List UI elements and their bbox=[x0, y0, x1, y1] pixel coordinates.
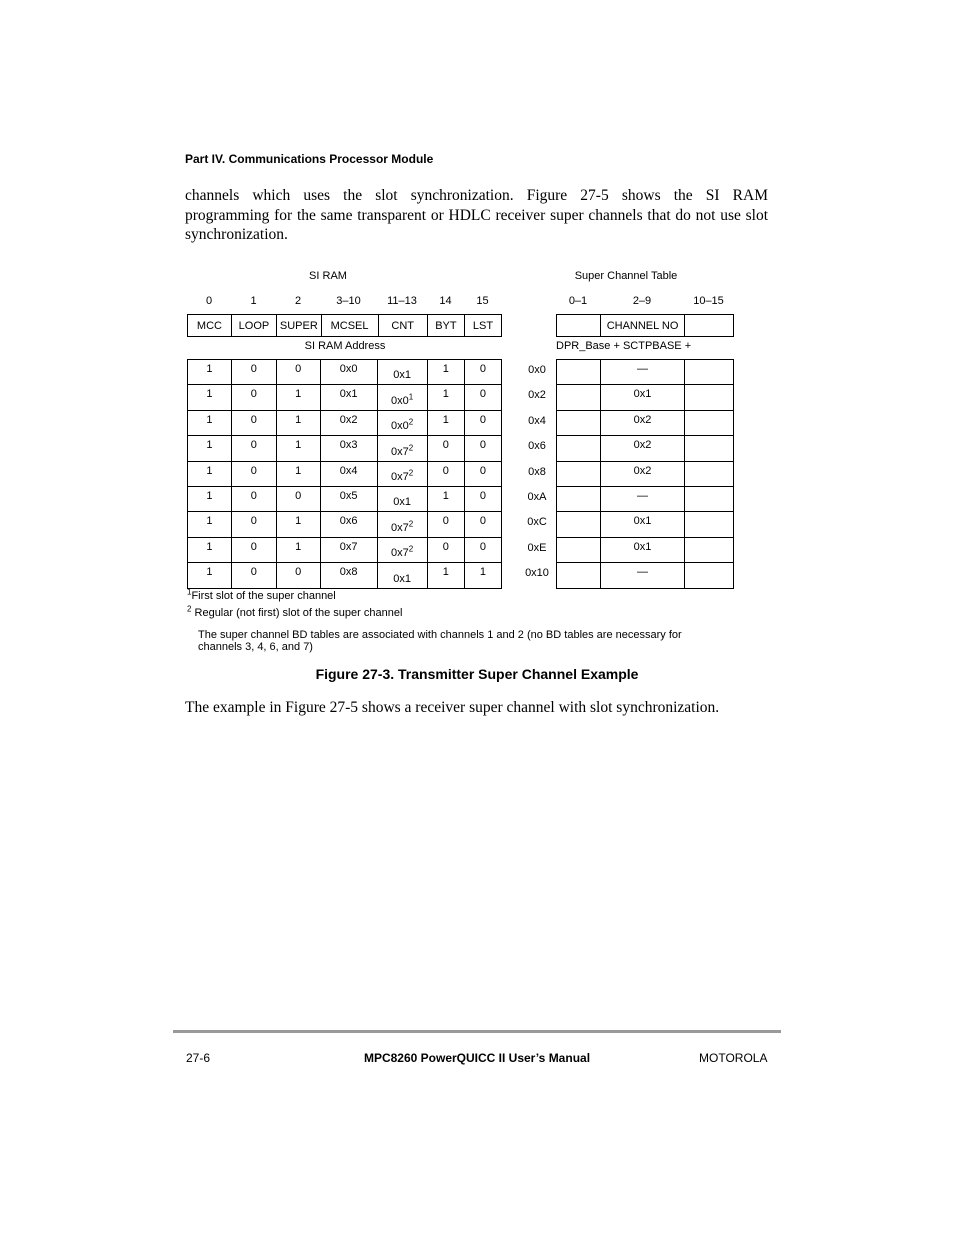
si-ram-bit-label: 3–10 bbox=[336, 295, 361, 307]
cell-value: 0 bbox=[479, 388, 486, 401]
si-ram-row bbox=[188, 461, 502, 486]
sct-bit-label: 10–15 bbox=[693, 295, 724, 307]
si-ram-cell-cnt bbox=[377, 385, 427, 410]
cell-footnote-mark: 1 bbox=[408, 392, 414, 402]
si-ram-cell-mcsel bbox=[320, 537, 377, 562]
cell-value: 1 bbox=[206, 388, 213, 401]
cell-value: 0 bbox=[479, 540, 486, 553]
cell-value: 0 bbox=[479, 413, 486, 426]
cell-value: 0 bbox=[250, 413, 257, 426]
sct-address: 0x8 bbox=[528, 465, 546, 478]
si-ram-bit-label: 15 bbox=[476, 295, 489, 307]
footer-page-number: 27-6 bbox=[186, 1051, 211, 1065]
paragraph-rest: programming for the same transparent or HDLC receiver super channels that do not use slot synchronization. bbox=[185, 206, 768, 243]
si-ram-cell-mcc bbox=[188, 563, 232, 588]
cell-value: 1 bbox=[206, 439, 213, 452]
cell-value: 0x8 bbox=[339, 566, 358, 579]
sct-empty-cell bbox=[557, 461, 601, 486]
si-ram-bit-label: 2 bbox=[294, 295, 302, 307]
si-ram-cell-super bbox=[276, 360, 320, 385]
si-ram-cell-cnt bbox=[377, 512, 427, 537]
sct-bit-label: 0–1 bbox=[568, 295, 588, 307]
si-ram-cell-cnt bbox=[377, 486, 427, 511]
si-ram-cell-cnt bbox=[377, 360, 427, 385]
footnote-mark: 2 bbox=[187, 604, 192, 614]
cell-value: 0x7 bbox=[391, 470, 409, 483]
footnote-1 bbox=[187, 587, 336, 602]
si-ram-cell-mcc bbox=[188, 486, 232, 511]
sct-empty-cell bbox=[684, 436, 733, 461]
sct-address: 0x2 bbox=[528, 389, 546, 402]
si-ram-field: SUPER bbox=[277, 315, 322, 337]
sct-empty-cell bbox=[684, 563, 733, 588]
si-ram-cell-lst bbox=[464, 360, 501, 385]
si-ram-cell-byt bbox=[427, 360, 464, 385]
cell-value: 1 bbox=[206, 363, 213, 375]
sct-empty-cell bbox=[557, 512, 601, 537]
sct-empty-cell bbox=[557, 563, 601, 588]
si-ram-cell-loop bbox=[231, 436, 276, 461]
cell-value: 0x2 bbox=[339, 413, 358, 426]
si-ram-cell-lst bbox=[464, 486, 501, 511]
sct-empty-cell bbox=[557, 436, 601, 461]
si-ram-bit-label: 11–13 bbox=[387, 295, 417, 307]
cell-value: 1 bbox=[479, 566, 486, 579]
si-ram-cell-mcc bbox=[188, 461, 232, 486]
cell-value: 1 bbox=[295, 413, 302, 426]
cell-value: 0x4 bbox=[339, 464, 358, 477]
sct-empty-cell bbox=[684, 410, 733, 435]
si-ram-row bbox=[188, 436, 502, 461]
sct-empty-cell bbox=[557, 486, 601, 511]
sct-row bbox=[557, 436, 734, 461]
si-ram-cell-byt bbox=[427, 486, 464, 511]
sct-empty-cell bbox=[684, 461, 733, 486]
footer-title: MPC8260 PowerQUICC II User’s Manual bbox=[363, 1051, 591, 1065]
figure-caption: Figure 27-3. Transmitter Super Channel Example bbox=[315, 666, 639, 682]
cell-footnote-mark: 2 bbox=[408, 544, 414, 554]
si-ram-cell-mcc bbox=[188, 410, 232, 435]
cell-value: 0x6 bbox=[339, 515, 358, 528]
si-ram-cell-mcc bbox=[188, 385, 232, 410]
footnote-text: Regular (not first) slot of the super channel bbox=[191, 607, 403, 619]
si-ram-address-label: SI RAM Address bbox=[304, 340, 386, 352]
sct-channel-cell: 0x2 bbox=[601, 461, 685, 486]
sct-channel-cell: 0x2 bbox=[601, 410, 685, 435]
running-header: Part IV. Communications Processor Module bbox=[185, 152, 434, 166]
cell-value: 0 bbox=[479, 515, 486, 528]
footnote-2 bbox=[187, 604, 403, 619]
si-ram-row bbox=[188, 563, 502, 588]
si-ram-cell-mcsel bbox=[320, 410, 377, 435]
sct-field bbox=[685, 315, 734, 337]
si-ram-cell-loop bbox=[231, 512, 276, 537]
si-ram-cell-loop bbox=[231, 360, 276, 385]
sct-row bbox=[557, 360, 734, 385]
sct-field: CHANNEL NO bbox=[600, 315, 684, 337]
si-ram-entries-table bbox=[187, 359, 502, 589]
si-ram-cell-mcsel bbox=[320, 461, 377, 486]
footer-vendor: MOTOROLA bbox=[699, 1051, 768, 1065]
cell-value: 0 bbox=[250, 388, 257, 401]
si-ram-row bbox=[188, 537, 502, 562]
cell-value: 1 bbox=[206, 489, 213, 502]
si-ram-cell-lst bbox=[464, 436, 501, 461]
sct-address: 0x0 bbox=[528, 364, 546, 376]
si-ram-field: LOOP bbox=[231, 315, 276, 337]
si-ram-cell-byt bbox=[427, 537, 464, 562]
sct-empty-cell bbox=[557, 410, 601, 435]
sct-row bbox=[557, 563, 734, 588]
cell-value: 1 bbox=[295, 540, 302, 553]
si-ram-cell-cnt bbox=[377, 410, 427, 435]
si-ram-cell-super bbox=[276, 461, 320, 486]
si-ram-cell-loop bbox=[231, 461, 276, 486]
sct-row bbox=[557, 410, 734, 435]
cell-value: 1 bbox=[206, 413, 213, 426]
si-ram-cell-byt bbox=[427, 563, 464, 588]
si-ram-cell-lst bbox=[464, 512, 501, 537]
si-ram-cell-cnt bbox=[377, 436, 427, 461]
cell-value: 1 bbox=[206, 515, 213, 528]
si-ram-field: MCC bbox=[188, 315, 232, 337]
sct-row bbox=[557, 385, 734, 410]
cell-value: 0 bbox=[442, 439, 449, 452]
si-ram-cell-mcc bbox=[188, 537, 232, 562]
cell-value: 0 bbox=[250, 489, 257, 502]
si-ram-field: CNT bbox=[378, 315, 427, 337]
si-ram-cell-lst bbox=[464, 385, 501, 410]
si-ram-cell-mcc bbox=[188, 512, 232, 537]
si-ram-cell-mcsel bbox=[320, 385, 377, 410]
si-ram-cell-super bbox=[276, 436, 320, 461]
sct-title: Super Channel Table bbox=[574, 270, 678, 282]
si-ram-cell-mcsel bbox=[320, 486, 377, 511]
si-ram-cell-cnt bbox=[377, 563, 427, 588]
cell-value: 0x1 bbox=[339, 388, 358, 401]
cell-value: 0x7 bbox=[391, 547, 409, 560]
sct-empty-cell bbox=[684, 385, 733, 410]
cell-value: 0 bbox=[295, 566, 302, 579]
cell-value: 1 bbox=[295, 388, 302, 401]
cell-value: 1 bbox=[442, 566, 449, 579]
si-ram-row bbox=[188, 486, 502, 511]
si-ram-cell-byt bbox=[427, 385, 464, 410]
cell-value: 1 bbox=[295, 464, 302, 477]
cell-value: 0x3 bbox=[339, 439, 358, 452]
si-ram-cell-lst bbox=[464, 410, 501, 435]
cell-value: 0 bbox=[479, 489, 486, 502]
si-ram-cell-super bbox=[276, 563, 320, 588]
si-ram-cell-loop bbox=[231, 537, 276, 562]
si-ram-cell-super bbox=[276, 385, 320, 410]
cell-value: 0 bbox=[479, 464, 486, 477]
cell-value: 0x1 bbox=[393, 572, 412, 585]
figure-note: The super channel BD tables are associated with channels 1 and 2 (no BD tables are necessary for channels 3, 4, 6, and 7) bbox=[198, 629, 682, 653]
sct-address: 0x6 bbox=[528, 440, 546, 453]
si-ram-cell-lst bbox=[464, 563, 501, 588]
sct-address: 0xA bbox=[527, 491, 547, 503]
cell-value: 1 bbox=[295, 439, 302, 452]
cell-value: 1 bbox=[206, 540, 213, 553]
footnote-mark: 1 bbox=[187, 587, 192, 597]
si-ram-cell-mcsel bbox=[320, 360, 377, 385]
sct-empty-cell bbox=[684, 486, 733, 511]
sct-empty-cell bbox=[557, 537, 601, 562]
si-ram-cell-byt bbox=[427, 512, 464, 537]
si-ram-cell-mcsel bbox=[320, 512, 377, 537]
si-ram-cell-super bbox=[276, 486, 320, 511]
sct-row bbox=[557, 461, 734, 486]
si-ram-cell-loop bbox=[231, 385, 276, 410]
si-ram-row bbox=[188, 512, 502, 537]
si-ram-cell-super bbox=[276, 512, 320, 537]
si-ram-cell-loop bbox=[231, 410, 276, 435]
sct-bit-label: 2–9 bbox=[632, 295, 652, 307]
sct-address: 0xE bbox=[527, 541, 547, 554]
si-ram-cell-super bbox=[276, 410, 320, 435]
si-ram-cell-mcc bbox=[188, 436, 232, 461]
si-ram-row bbox=[188, 360, 502, 385]
cell-value: 0x5 bbox=[339, 489, 358, 502]
sct-field-table bbox=[556, 314, 734, 337]
footer-rule bbox=[173, 1030, 781, 1033]
cell-value: 1 bbox=[206, 464, 213, 477]
sct-empty-cell bbox=[684, 512, 733, 537]
footnote-text: First slot of the super channel bbox=[191, 590, 336, 602]
cell-value: 0 bbox=[442, 515, 449, 528]
cell-value: 0 bbox=[442, 540, 449, 553]
sct-address: 0xC bbox=[527, 516, 547, 529]
si-ram-cell-mcsel bbox=[320, 436, 377, 461]
sct-address: 0x4 bbox=[528, 414, 546, 427]
cell-footnote-mark: 2 bbox=[408, 442, 414, 452]
sct-row bbox=[557, 512, 734, 537]
sct-channel-cell: 0x1 bbox=[601, 537, 685, 562]
cell-value: 1 bbox=[295, 515, 302, 528]
cell-footnote-mark: 2 bbox=[408, 417, 414, 427]
cell-value: 1 bbox=[206, 566, 213, 579]
sct-channel-cell: 0x2 bbox=[601, 436, 685, 461]
cell-value: 0 bbox=[250, 464, 257, 477]
paragraph-line-1: channels which uses the slot synchronization. Figure 27-5 shows the SI RAM bbox=[185, 187, 768, 204]
cell-value: 1 bbox=[442, 489, 449, 502]
cell-value: 0x7 bbox=[391, 445, 409, 458]
si-ram-cell-cnt bbox=[377, 537, 427, 562]
sct-empty-cell bbox=[684, 360, 733, 385]
si-ram-cell-byt bbox=[427, 436, 464, 461]
sct-channel-cell: — bbox=[601, 360, 685, 385]
si-ram-field: BYT bbox=[427, 315, 464, 337]
si-ram-cell-byt bbox=[427, 461, 464, 486]
cell-value: 0 bbox=[295, 363, 302, 375]
sct-entries-table bbox=[556, 359, 734, 589]
body-paragraph-1 bbox=[185, 186, 768, 245]
si-ram-field-table bbox=[187, 314, 502, 337]
cell-value: 1 bbox=[442, 363, 449, 375]
cell-value: 0x1 bbox=[393, 369, 412, 382]
sct-channel-cell: 0x1 bbox=[601, 512, 685, 537]
si-ram-cell-mcc bbox=[188, 360, 232, 385]
sct-channel-cell: — bbox=[601, 563, 685, 588]
si-ram-bit-label: 1 bbox=[250, 295, 257, 307]
cell-value: 0x0 bbox=[339, 363, 358, 375]
sct-empty-cell bbox=[557, 360, 601, 385]
cell-value: 1 bbox=[442, 413, 449, 426]
cell-value: 0x7 bbox=[339, 540, 358, 553]
cell-value: 1 bbox=[442, 388, 449, 401]
cell-footnote-mark: 2 bbox=[408, 468, 414, 478]
cell-value: 0 bbox=[479, 363, 486, 375]
si-ram-cell-cnt bbox=[377, 461, 427, 486]
cell-value: 0x1 bbox=[393, 496, 412, 509]
si-ram-bit-label: 14 bbox=[439, 295, 452, 307]
sct-row bbox=[557, 537, 734, 562]
cell-value: 0 bbox=[250, 515, 257, 528]
si-ram-cell-loop bbox=[231, 486, 276, 511]
si-ram-row bbox=[188, 385, 502, 410]
si-ram-cell-super bbox=[276, 537, 320, 562]
sct-channel-cell: 0x1 bbox=[601, 385, 685, 410]
si-ram-cell-mcsel bbox=[320, 563, 377, 588]
si-ram-bit-label: 0 bbox=[205, 295, 213, 307]
sct-field bbox=[557, 315, 601, 337]
si-ram-cell-byt bbox=[427, 410, 464, 435]
cell-value: 0 bbox=[295, 489, 302, 502]
sct-empty-cell bbox=[684, 537, 733, 562]
si-ram-cell-lst bbox=[464, 537, 501, 562]
si-ram-field: MCSEL bbox=[321, 315, 378, 337]
cell-value: 0x0 bbox=[391, 420, 409, 433]
cell-value: 0x0 bbox=[391, 394, 409, 407]
sct-address: 0x10 bbox=[525, 567, 549, 580]
body-paragraph-2: The example in Figure 27-5 shows a receiver super channel with slot synchronization. bbox=[185, 699, 720, 716]
sct-row bbox=[557, 486, 734, 511]
cell-value: 0 bbox=[250, 540, 257, 553]
sct-address-label: DPR_Base + SCTPBASE + bbox=[556, 340, 692, 352]
sct-empty-cell bbox=[557, 385, 601, 410]
cell-footnote-mark: 2 bbox=[408, 519, 414, 529]
cell-value: 0x7 bbox=[391, 521, 409, 534]
cell-value: 0 bbox=[250, 363, 257, 375]
si-ram-title: SI RAM bbox=[309, 270, 347, 282]
si-ram-field: LST bbox=[464, 315, 501, 337]
cell-value: 0 bbox=[442, 464, 449, 477]
si-ram-row bbox=[188, 410, 502, 435]
cell-value: 0 bbox=[479, 439, 486, 452]
si-ram-cell-lst bbox=[464, 461, 501, 486]
cell-value: 0 bbox=[250, 439, 257, 452]
cell-value: 0 bbox=[250, 566, 257, 579]
si-ram-cell-loop bbox=[231, 563, 276, 588]
sct-channel-cell: — bbox=[601, 486, 685, 511]
